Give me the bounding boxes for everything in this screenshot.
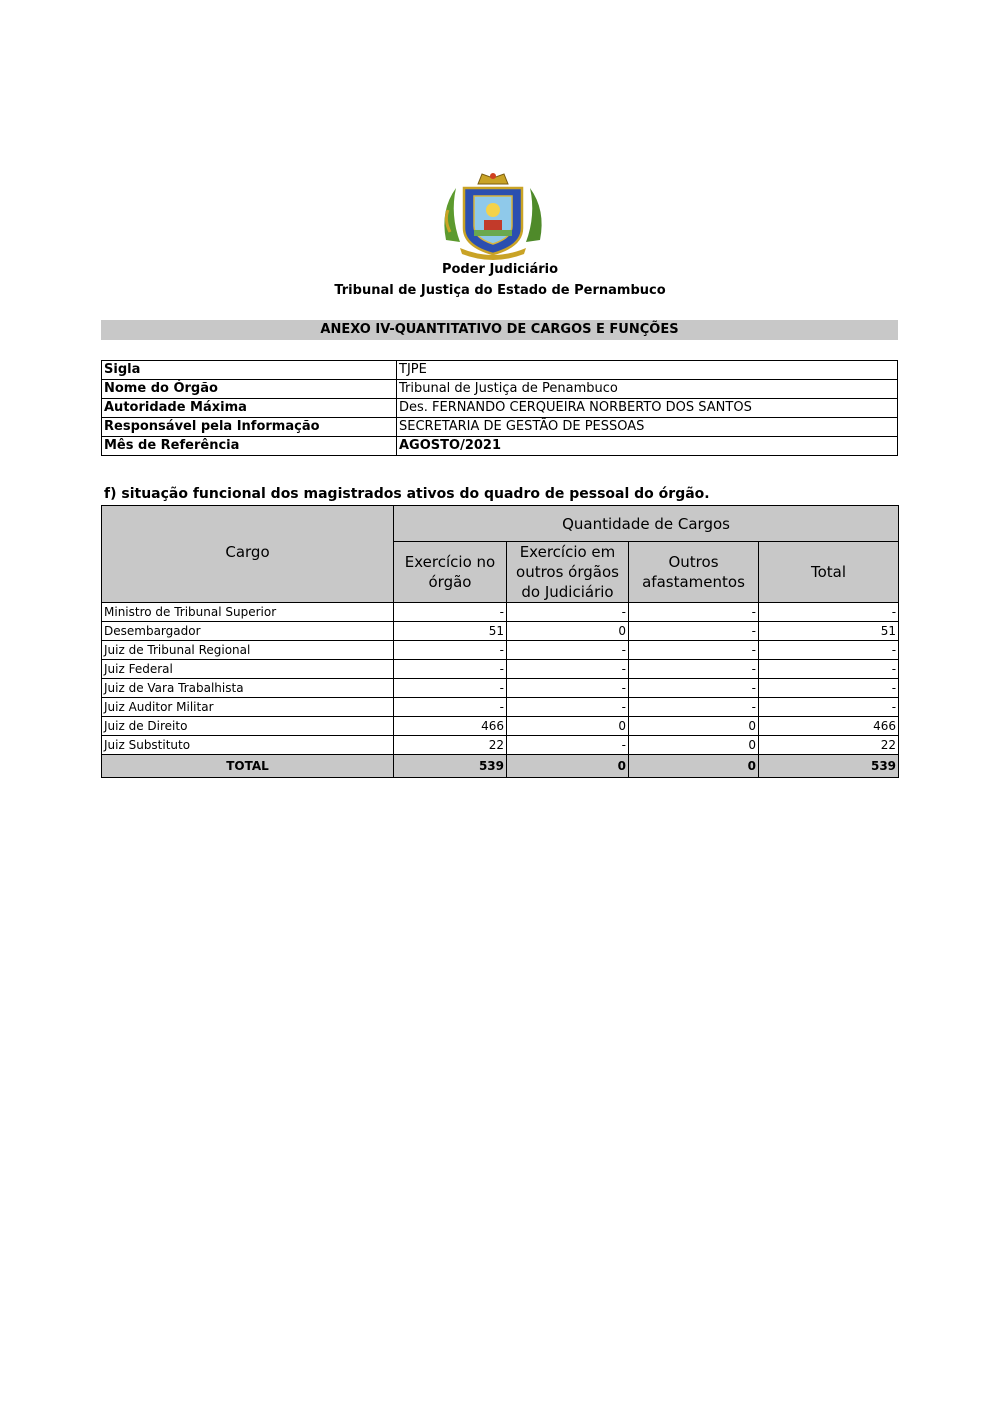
value-cell: - — [629, 603, 759, 622]
col-header-cargo: Cargo — [102, 506, 394, 603]
table-row — [102, 679, 899, 698]
annex-title: ANEXO IV-QUANTITATIVO DE CARGOS E FUNÇÕES — [101, 320, 898, 340]
value-cell: - — [629, 679, 759, 698]
value-cell: - — [629, 698, 759, 717]
value-cell: 22 — [759, 736, 899, 755]
cargo-cell: Juiz Auditor Militar — [102, 698, 394, 717]
header-row — [102, 506, 899, 542]
value-cell: - — [394, 603, 507, 622]
info-row — [102, 399, 898, 418]
value-cell: 0 — [629, 717, 759, 736]
section-title: f) situação funcional dos magistrados ativos do quadro de pessoal do órgão. — [104, 486, 710, 502]
value-cell: - — [629, 622, 759, 641]
value-cell: - — [759, 679, 899, 698]
value-cell: 466 — [394, 717, 507, 736]
info-value: SECRETARIA DE GESTÃO DE PESSOAS — [397, 418, 898, 437]
cargo-cell: Juiz de Tribunal Regional — [102, 641, 394, 660]
info-row — [102, 418, 898, 437]
value-cell: - — [394, 660, 507, 679]
coat-of-arms-logo — [438, 170, 548, 260]
table-row — [102, 736, 899, 755]
value-cell: - — [507, 660, 629, 679]
info-row — [102, 361, 898, 380]
value-cell: 22 — [394, 736, 507, 755]
table-row — [102, 603, 899, 622]
cargo-cell: Desembargador — [102, 622, 394, 641]
info-value: TJPE — [397, 361, 898, 380]
value-cell: - — [507, 698, 629, 717]
info-label: Mês de Referência — [102, 437, 397, 456]
cargo-cell: Juiz de Vara Trabalhista — [102, 679, 394, 698]
info-value: Des. FERNANDO CERQUEIRA NORBERTO DOS SANTOS — [397, 399, 898, 418]
info-value: AGOSTO/2021 — [397, 437, 898, 456]
info-row — [102, 437, 898, 456]
value-cell: - — [629, 641, 759, 660]
cargo-cell: Ministro de Tribunal Superior — [102, 603, 394, 622]
value-cell: 0 — [507, 717, 629, 736]
table-row — [102, 622, 899, 641]
col-header: Exercício no órgão — [394, 542, 507, 603]
total-cell: 539 — [759, 755, 899, 778]
value-cell: - — [394, 641, 507, 660]
cargo-cell: Juiz Substituto — [102, 736, 394, 755]
value-cell: - — [394, 679, 507, 698]
table-row — [102, 698, 899, 717]
cargo-cell: Juiz Federal — [102, 660, 394, 679]
value-cell: - — [507, 603, 629, 622]
value-cell: - — [759, 660, 899, 679]
magistrates-table — [101, 505, 899, 778]
total-label: TOTAL — [102, 755, 394, 778]
value-cell: - — [759, 603, 899, 622]
total-cell: 539 — [394, 755, 507, 778]
total-row — [102, 755, 899, 778]
total-cell: 0 — [629, 755, 759, 778]
col-header: Total — [759, 542, 899, 603]
info-table — [101, 360, 898, 456]
value-cell: 0 — [507, 622, 629, 641]
table-row — [102, 641, 899, 660]
value-cell: - — [507, 679, 629, 698]
col-header: Outros afastamentos — [629, 542, 759, 603]
cargo-cell: Juiz de Direito — [102, 717, 394, 736]
value-cell: 51 — [759, 622, 899, 641]
info-label: Sigla — [102, 361, 397, 380]
value-cell: - — [507, 736, 629, 755]
value-cell: 466 — [759, 717, 899, 736]
table-row — [102, 660, 899, 679]
header-line-1: Poder Judiciário — [441, 262, 559, 277]
value-cell: - — [507, 641, 629, 660]
table-row — [102, 717, 899, 736]
value-cell: - — [394, 698, 507, 717]
col-header: Exercício em outros órgãos do Judiciário — [507, 542, 629, 603]
info-label: Nome do Órgão — [102, 380, 397, 399]
value-cell: - — [759, 698, 899, 717]
header-line-2: Tribunal de Justiça do Estado de Pernambuco — [334, 283, 666, 298]
group-header: Quantidade de Cargos — [394, 506, 899, 542]
total-cell: 0 — [507, 755, 629, 778]
value-cell: 0 — [629, 736, 759, 755]
info-label: Responsável pela Informação — [102, 418, 397, 437]
info-value: Tribunal de Justiça de Penambuco — [397, 380, 898, 399]
value-cell: - — [629, 660, 759, 679]
value-cell: 51 — [394, 622, 507, 641]
info-row — [102, 380, 898, 399]
value-cell: - — [759, 641, 899, 660]
info-label: Autoridade Máxima — [102, 399, 397, 418]
